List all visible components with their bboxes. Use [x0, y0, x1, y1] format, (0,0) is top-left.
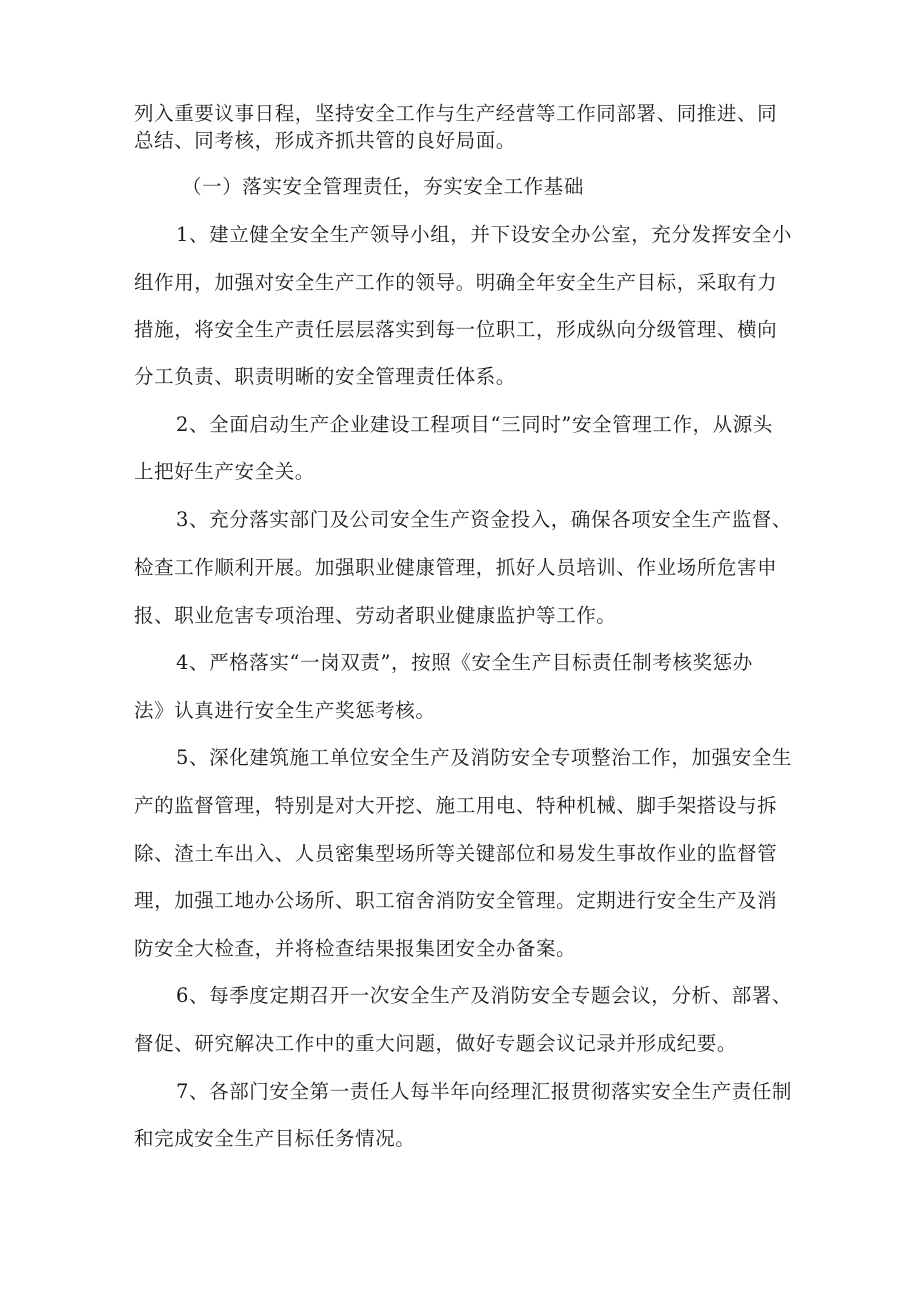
text-line: 报、职业危害专项治理、劳动者职业健康监护等工作。 [134, 604, 617, 627]
text-line: 产的监督管理，特别是对大开挖、施工用电、特种机械、脚手架搭设与拆 [134, 794, 778, 817]
text-line: 和完成安全生产目标任务情况。 [134, 1127, 416, 1150]
text-line: 组作用，加强对安全生产工作的领导。明确全年安全生产目标，采取有力 [134, 271, 778, 294]
text-line: 上把好生产安全关。 [134, 460, 315, 483]
text-line: 3、充分落实部门及公司安全生产资金投入，确保各项安全生产监督、 [176, 508, 793, 531]
text-line: 5、深化建筑施工单位安全生产及消防安全专项整治工作，加强安全生 [176, 746, 793, 769]
text-line: 防安全大检查，并将检查结果报集团安全办备案。 [134, 937, 577, 960]
section-heading: （一）落实安全管理责任，夯实安全工作基础 [182, 175, 585, 198]
text-line: 检查工作顺利开展。加强职业健康管理，抓好人员培训、作业场所危害申 [134, 556, 778, 579]
text-line: 理，加强工地办公场所、职工宿舍消防安全管理。定期进行安全生产及消 [134, 889, 778, 912]
text-line: 除、渣土车出入、人员密集型场所等关键部位和易发生事故作业的监督管 [134, 842, 778, 865]
text-line: 总结、同考核，形成齐抓共管的良好局面。 [134, 129, 516, 152]
text-line: 7、各部门安全第一责任人每半年向经理汇报贯彻落实安全生产责任制 [176, 1080, 793, 1103]
text-line: 列入重要议事日程，坚持安全工作与生产经营等工作同部署、同推进、同 [134, 102, 778, 125]
text-line: 2、全面启动生产企业建设工程项目“三同时”安全管理工作，从源头 [176, 413, 773, 436]
text-line: 督促、研究解决工作中的重大问题，做好专题会议记录并形成纪要。 [134, 1032, 738, 1055]
text-line: 1、建立健全安全生产领导小组，并下设安全办公室，充分发挥安全小 [176, 223, 793, 246]
text-line: 措施，将安全生产责任层层落实到每一位职工，形成纵向分级管理、横向 [134, 318, 778, 341]
text-line: 分工负责、职责明晰的安全管理责任体系。 [134, 365, 516, 388]
text-line: 4、严格落实“一岗双责”，按照《安全生产目标责任制考核奖惩办 [176, 651, 753, 674]
text-line: 法》认真进行安全生产奖惩考核。 [134, 699, 436, 722]
text-line: 6、每季度定期召开一次安全生产及消防安全专题会议，分析、部署、 [176, 984, 793, 1007]
